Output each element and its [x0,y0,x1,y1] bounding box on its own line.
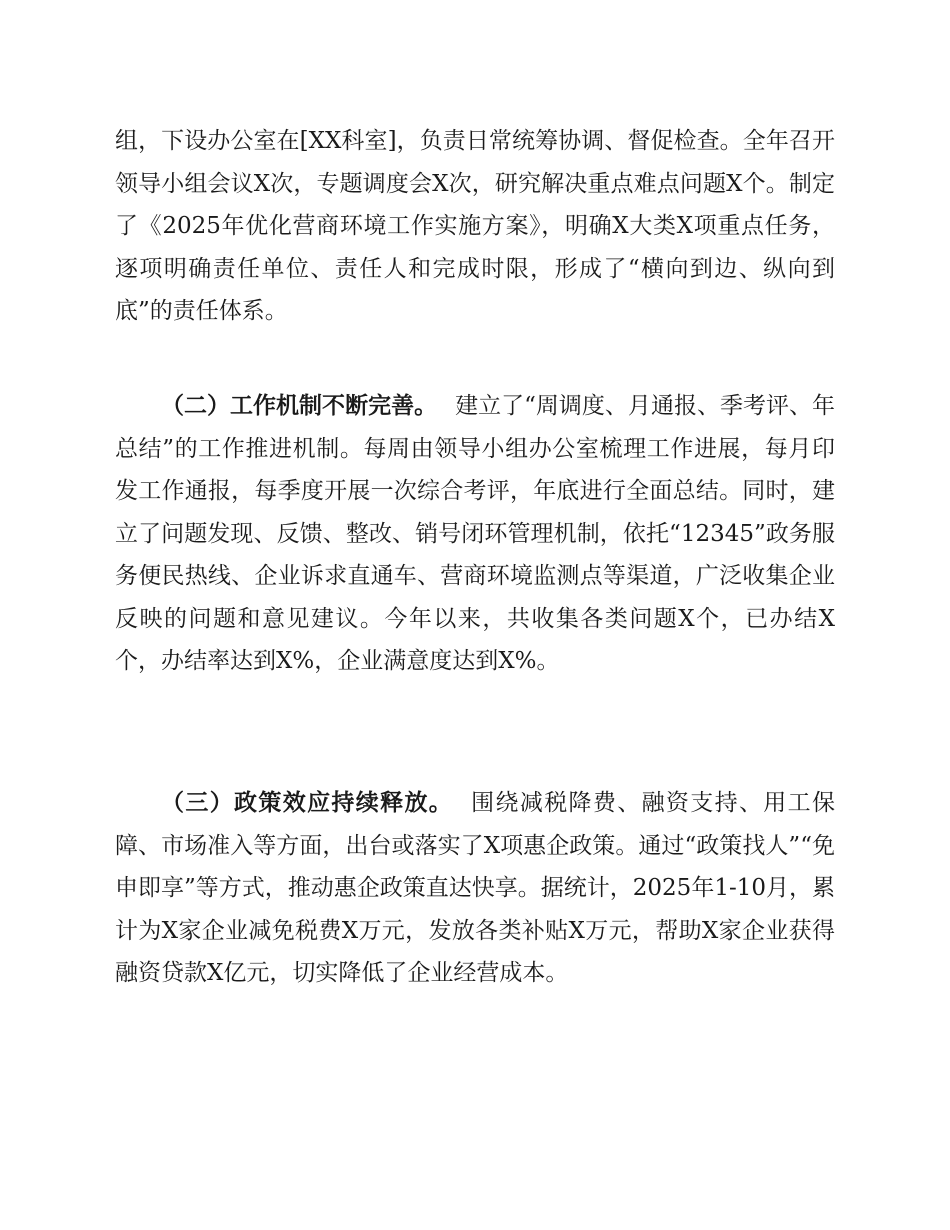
paragraph-policy-effect [115,782,835,995]
paragraph-work-mechanism [115,385,835,683]
section-heading-3: （三）政策效应持续释放。 [161,790,454,816]
section-heading-2: （二）工作机制不断完善。 [161,393,438,419]
paragraph-body: 围绕减税降费、融资支持、用工保障、市场准入等方面，出台或落实了X项惠企政策。通过“政策找人”“免申即享”等方式，推动惠企政策直达快享。据统计，2025年1-10月，累计为X家企业减免税费X万元，发放各类补贴X万元，帮助X家企业获得融资贷款X亿元，切实降低了企业经营成本。 [115,790,836,986]
paragraph-continuation [115,120,835,333]
paragraph-body: 组，下设办公室在[XX科室]，负责日常统筹协调、督促检查。全年召开领导小组会议X次，专题调度会X次，研究解决重点难点问题X个。制定了《2025年优化营商环境工作实施方案》，明确X大类X项重点任务，逐项明确责任单位、责任人和完成时限，形成了“横向到边、纵向到底”的责任体系。 [115,128,835,324]
paragraph-body: 建立了“周调度、月通报、季考评、年总结”的工作推进机制。每周由领导小组办公室梳理工作进展，每月印发工作通报，每季度开展一次综合考评，年底进行全面总结。同时，建立了问题发现、反馈、整改、销号闭环管理机制，依托“12345”政务服务便民热线、企业诉求直通车、营商环境监测点等渠道，广泛收集企业反映的问题和意见建议。今年以来，共收集各类问题X个，已办结X个，办结率达到X%，企业满意度达到X%。 [115,393,836,674]
